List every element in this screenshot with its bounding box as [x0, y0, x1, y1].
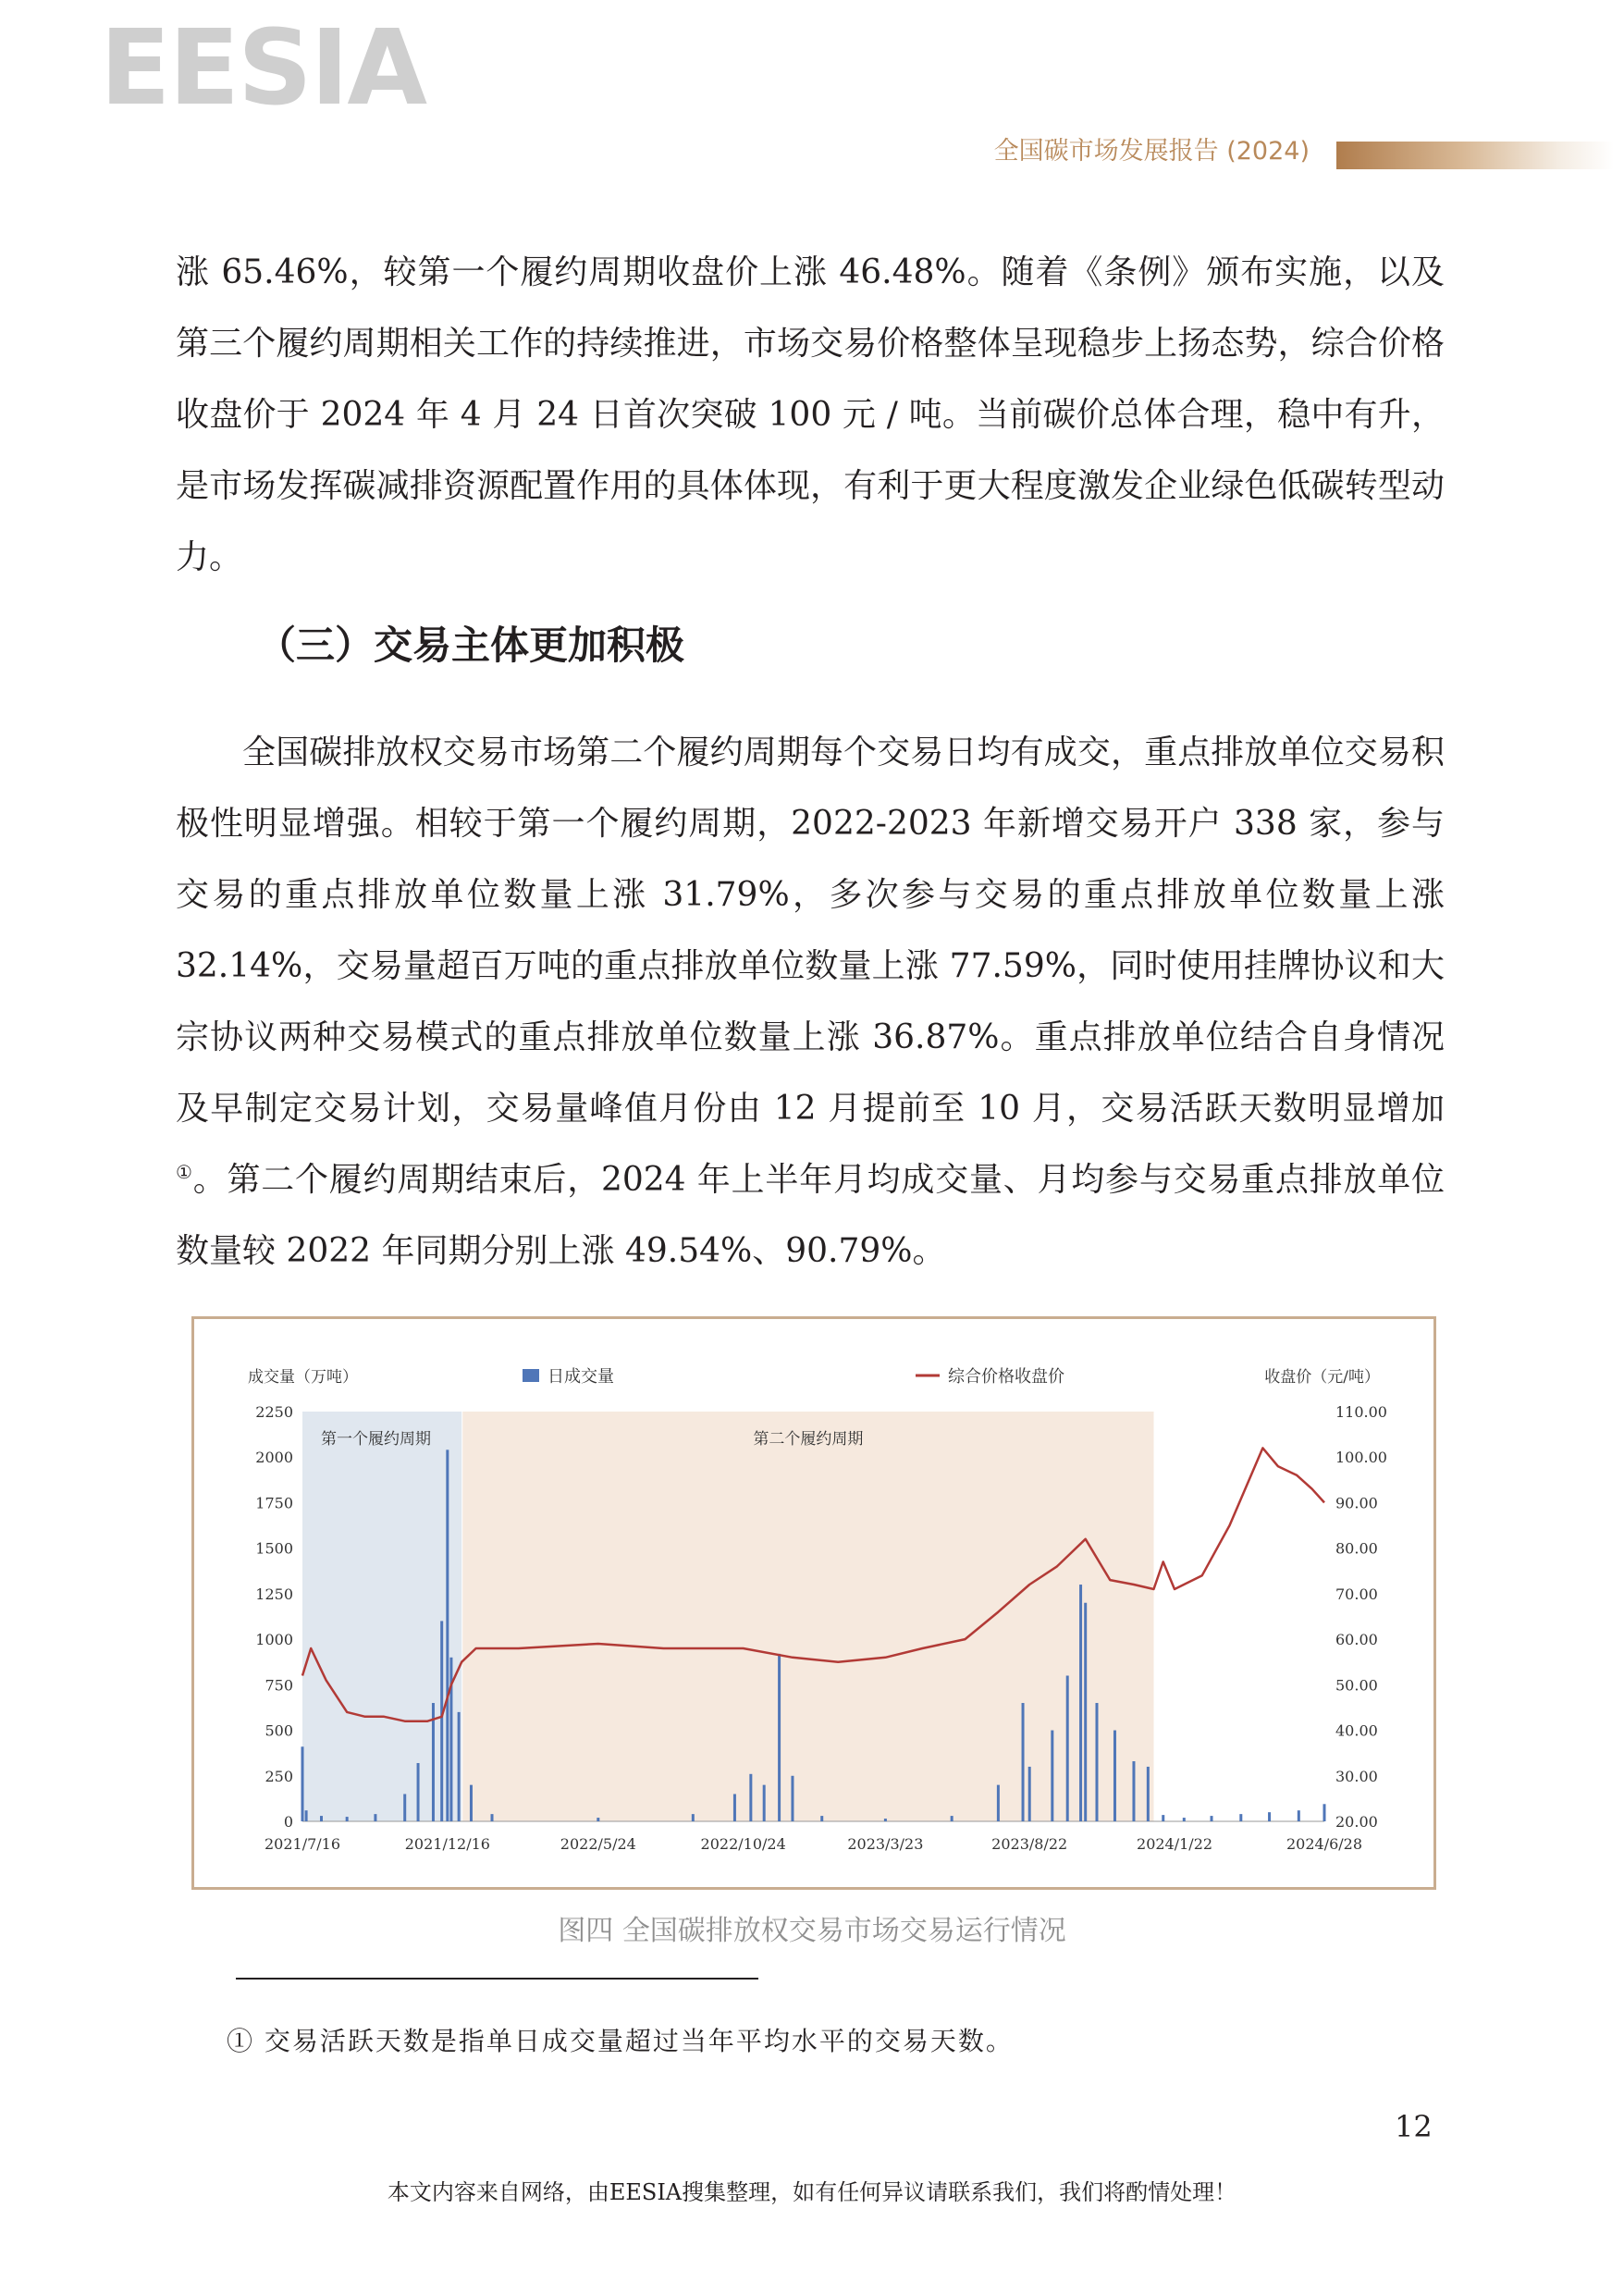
volume-bar [1113, 1731, 1116, 1821]
volume-bar [1298, 1810, 1300, 1821]
x-tick-label: 2022/10/24 [700, 1835, 786, 1853]
volume-bar [951, 1816, 953, 1821]
legend-price-label: 综合价格收盘价 [948, 1367, 1064, 1387]
x-tick-label: 2024/6/28 [1286, 1835, 1363, 1853]
right-tick-label: 20.00 [1335, 1813, 1378, 1831]
volume-bar [491, 1814, 494, 1821]
x-tick-label: 2022/5/24 [560, 1835, 636, 1853]
volume-bar [305, 1810, 308, 1821]
period-band-1 [302, 1412, 461, 1821]
volume-bar [1028, 1767, 1031, 1821]
volume-bar [778, 1654, 781, 1821]
legend-volume-swatch [523, 1369, 539, 1382]
right-tick-label: 30.00 [1335, 1767, 1378, 1785]
left-tick-label: 2250 [255, 1403, 293, 1421]
figure-caption: 图四 全国碳排放权交易市场交易运行情况 [558, 1915, 1066, 1947]
body-paragraph-2 [176, 717, 1445, 1287]
volume-bar [884, 1819, 887, 1821]
body-paragraph-2-part-a: 全国碳排放权交易市场第二个履约周期每个交易日均有成交，重点排放单位交易积极性明显增强。相较于第一个履约周期，2022-2023 年新增交易开户 338 家，参与交易的重点排放单位数量上涨 31.79%，多次参与交易的重点排放单位数量上涨 32.14%，交易量超百万吨的重点排放单位数量上涨 77.59%，同时使用挂牌协议和大宗协议两种交易模式的重点排放单位数量上涨 36.87%。重点排放单位结合自身情况及早制定交易计划，交易量峰值月份由 12 月提前至 10 月，交易活跃天数明显增加 [176, 734, 1445, 1128]
body-paragraph-1: 涨 65.46%，较第一个履约周期收盘价上涨 46.48%。随着《条例》颁布实施，以及第三个履约周期相关工作的持续推进，市场交易价格整体呈现稳步上扬态势，综合价格收盘价于 2024 年 4 月 24 日首次突破 100 元 / 吨。当前碳价总体合理，稳中有升，是市场发挥碳减排资源配置作用的具体体现，有利于更大程度激发企业绿色低碳转型动力。 [176, 253, 1445, 576]
volume-bar [403, 1794, 406, 1821]
header-gradient-bar [1336, 142, 1614, 169]
right-axis-title: 收盘价（元/吨） [1264, 1368, 1380, 1387]
left-tick-label: 1500 [255, 1539, 293, 1558]
volume-bar [346, 1817, 349, 1821]
period-label-2: 第二个履约周期 [753, 1430, 864, 1449]
volume-bar [1323, 1804, 1326, 1821]
volume-bar [1084, 1603, 1087, 1821]
volume-bar [1079, 1585, 1082, 1821]
left-tick-label: 1750 [255, 1494, 293, 1512]
period-band-2 [462, 1412, 1153, 1821]
footnote-marker[interactable]: ① [176, 1161, 193, 1183]
footnote-text: ① 交易活跃天数是指单日成交量超过当年平均水平的交易天数。 [227, 2026, 1014, 2056]
left-tick-label: 2000 [255, 1449, 293, 1467]
volume-bar [597, 1818, 599, 1821]
volume-bar [374, 1814, 376, 1821]
left-tick-label: 1250 [255, 1585, 293, 1603]
legend-volume-label: 日成交量 [547, 1367, 614, 1387]
trading-chart [194, 1319, 1433, 1887]
volume-bar [749, 1774, 752, 1821]
period-label-1: 第一个履约周期 [321, 1430, 431, 1449]
footnote-divider [236, 1978, 758, 1980]
right-tick-label: 80.00 [1335, 1539, 1378, 1558]
volume-bar [1147, 1767, 1150, 1821]
right-tick-label: 110.00 [1335, 1403, 1387, 1421]
volume-bar [446, 1449, 449, 1821]
volume-bar [1239, 1814, 1242, 1821]
volume-bar [733, 1794, 736, 1821]
right-tick-label: 100.00 [1335, 1449, 1387, 1467]
running-header: 全国碳市场发展报告 (2024) [993, 137, 1310, 166]
volume-bar [791, 1776, 794, 1821]
section-heading: （三）交易主体更加积极 [257, 623, 685, 668]
volume-bar [1183, 1818, 1186, 1821]
x-tick-label: 2024/1/22 [1137, 1835, 1213, 1853]
right-tick-label: 60.00 [1335, 1631, 1378, 1649]
right-tick-label: 40.00 [1335, 1721, 1378, 1740]
footer-disclaimer: 本文内容来自网络，由EESIA搜集整理，如有任何异议请联系我们，我们将酌情处理！ [387, 2179, 1237, 2205]
volume-bar [1066, 1675, 1069, 1821]
volume-bar [763, 1785, 766, 1821]
x-tick-label: 2021/12/16 [404, 1835, 490, 1853]
body-paragraph-2-part-b: 。第二个履约周期结束后，2024 年上半年月均成交量、月均参与交易重点排放单位数量较 2022 年同期分别上涨 49.54%、90.79%。 [176, 1161, 1445, 1270]
left-axis-title: 成交量（万吨） [248, 1368, 358, 1387]
volume-bar [1051, 1731, 1053, 1821]
volume-bar [301, 1746, 304, 1821]
left-tick-label: 750 [265, 1676, 293, 1695]
volume-bar [417, 1763, 420, 1821]
right-tick-label: 50.00 [1335, 1676, 1378, 1695]
logo: EESIA [100, 8, 426, 129]
left-tick-label: 0 [283, 1813, 293, 1831]
volume-bar [1162, 1815, 1164, 1821]
left-tick-label: 250 [265, 1767, 293, 1785]
volume-bar [820, 1816, 823, 1821]
volume-bar [997, 1785, 1000, 1821]
left-tick-label: 1000 [255, 1631, 293, 1649]
volume-bar [1268, 1812, 1271, 1821]
x-tick-label: 2021/7/16 [264, 1835, 341, 1853]
volume-bar [470, 1785, 473, 1821]
right-tick-label: 70.00 [1335, 1585, 1378, 1603]
volume-bar [440, 1621, 443, 1821]
page-number: 12 [1395, 2109, 1433, 2144]
left-tick-label: 500 [265, 1721, 293, 1740]
x-tick-label: 2023/8/22 [991, 1835, 1068, 1853]
right-tick-label: 90.00 [1335, 1494, 1378, 1512]
volume-bar [1211, 1816, 1213, 1821]
x-tick-label: 2023/3/23 [847, 1835, 924, 1853]
volume-bar [1132, 1761, 1135, 1821]
figure-chart-frame [191, 1316, 1436, 1890]
volume-bar [320, 1816, 323, 1821]
volume-bar [1095, 1703, 1098, 1821]
volume-bar [1022, 1703, 1025, 1821]
volume-bar [692, 1814, 695, 1821]
volume-bar [458, 1712, 461, 1821]
